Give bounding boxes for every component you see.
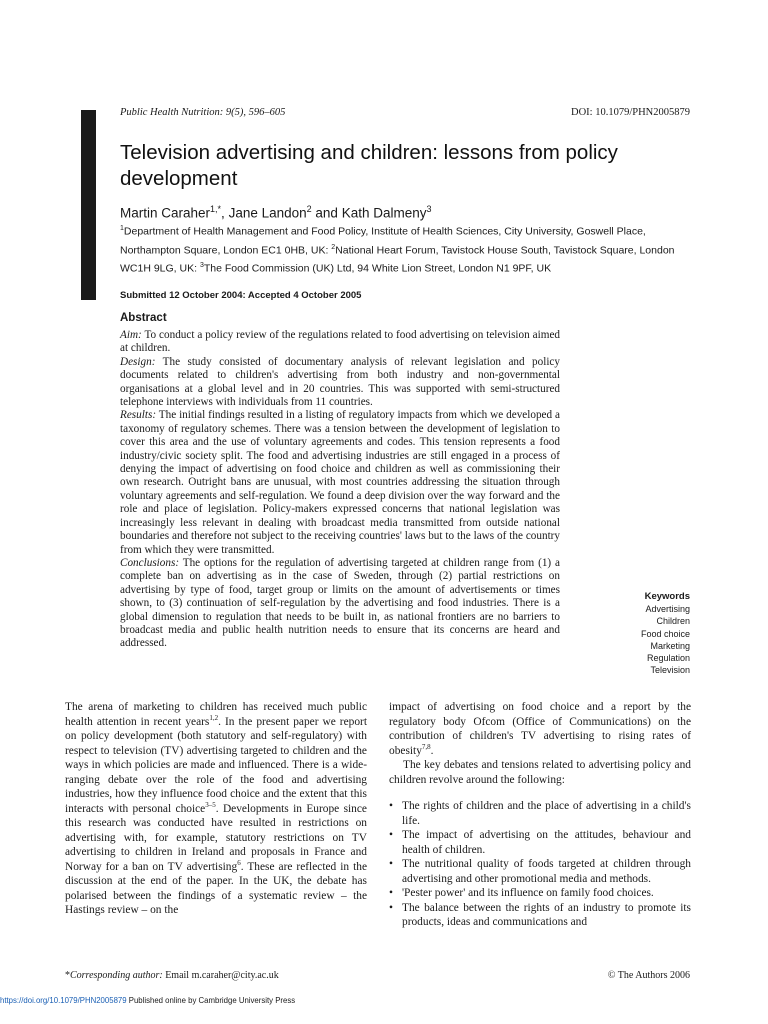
- reference-citation[interactable]: 1,2: [209, 713, 219, 722]
- list-item: [389, 799, 691, 828]
- published-online-text: Published online by Cambridge University Press: [126, 996, 296, 1005]
- list-item-text: The nutritional quality of foods targeted at children through advertising and other promotional media and methods.: [402, 858, 691, 885]
- doi-link[interactable]: https://doi.org/10.1079/PHN2005879: [0, 996, 127, 1005]
- corresponding-author-footnote: [65, 970, 279, 981]
- keyword-item: Advertising: [645, 604, 690, 615]
- bullet-icon: •: [389, 858, 393, 870]
- list-item: [389, 857, 691, 886]
- author-affiliation-marker: 3: [426, 204, 432, 214]
- article-title: Television advertising and children: lessons from policy development: [120, 141, 618, 190]
- list-item: [389, 886, 691, 901]
- list-item: [389, 828, 691, 857]
- bullet-list: [389, 799, 691, 930]
- footnote-marker: *: [65, 970, 70, 981]
- abstract-text: The options for the regulation of advertising targeted at children range from (1) a complete ban on advertising as in the case of Sweden, through (2) partial restrictions on advertising by type of food, target group or limits on the amount of advertisements or times shown, to (3) continuation of self-regulation by the advertising and food industries. There is a global dimension to regulation that needs to be built in, as national frontiers are no barriers to broadcast media and public health nutrition needs to ensure that its concerns are heard and addressed.: [120, 556, 560, 650]
- keyword-item: Food choice: [640, 628, 690, 639]
- body-text: . These are reflected in the discussion at the end of the paper. In the UK, the debate has polarised between the findings of a systematic review – the Hastings review – on the: [65, 860, 368, 916]
- author-name[interactable]: Martin Caraher: [120, 205, 211, 221]
- bullet-icon: •: [389, 901, 393, 914]
- footnote-label: Corresponding author:: [70, 970, 163, 981]
- list-item: [389, 901, 691, 930]
- keywords-box: [641, 591, 690, 676]
- body-text: The arena of marketing to children has received much public health attention in recent years: [65, 701, 367, 728]
- abstract-body: [120, 329, 560, 651]
- abstract-text: To conduct a policy review of the regulations related to food advertising on television aimed at children.: [120, 329, 560, 355]
- body-column-left: [65, 700, 367, 918]
- body-text: .: [430, 744, 434, 757]
- keyword-item: Regulation: [646, 653, 690, 664]
- author-affiliation-marker: 1,*: [210, 204, 222, 214]
- reference-citation[interactable]: 3–5: [205, 800, 216, 809]
- affiliations: [120, 221, 690, 277]
- keyword-item: Television: [650, 665, 690, 676]
- bullet-icon: •: [389, 800, 393, 812]
- list-item-text: The impact of advertising on the attitudes, behaviour and health of children.: [402, 829, 691, 856]
- submission-dates: Submitted 12 October 2004: Accepted 4 October 2005: [120, 290, 362, 301]
- affiliation-text: The Food Commission (UK) Ltd, 94 White Lion Street, London N1 9PF, UK: [203, 262, 552, 275]
- author-separator: and: [311, 205, 342, 221]
- author-name[interactable]: Jane Landon: [228, 205, 307, 221]
- abstract-conclusions: [120, 557, 560, 651]
- body-paragraph: The key debates and tensions related to advertising policy and children revolve around the following:: [389, 759, 691, 786]
- journal-citation: Public Health Nutrition: 9(5), 596–605: [120, 107, 286, 118]
- abstract-label: Results:: [120, 409, 157, 422]
- bullet-icon: •: [389, 829, 393, 841]
- abstract-text: The study consisted of documentary analysis of relevant legislation and policy documents related to children's advertising from both industry and non-governmental organisations at a global level and in 20 countries. This was supported with semi-structured telephone interviews with individuals from 11 countries.: [120, 355, 560, 409]
- list-item-text: The balance between the rights of an industry to promote its products, ideas and communications and: [402, 901, 691, 928]
- footnote-email[interactable]: Email m.caraher@city.ac.uk: [162, 970, 279, 981]
- list-item-text: The rights of children and the place of advertising in a child's life.: [402, 800, 691, 827]
- copyright-notice: © The Authors 2006: [607, 970, 690, 981]
- affiliation-marker: 2: [331, 243, 336, 251]
- affiliation-text: Department of Health Management and Food Policy, Institute of Health Sciences, City University, Goswell Place, Northampton Square, London EC1 0HB, UK:: [120, 225, 646, 256]
- author-affiliation-marker: 2: [306, 204, 312, 214]
- body-text: . In the present paper we report on policy development (both statutory and self-regulatory) with respect to television (TV) advertising targeted to children and the ways in which policies are made and influenced. There is a wide-ranging debate over the role of the food and advertising industries, how they influence food choice and the extent that this interacts with personal choice: [65, 715, 367, 815]
- abstract-label: Aim:: [120, 329, 142, 341]
- list-item-text: 'Pester power' and its influence on family food choices.: [402, 887, 654, 899]
- publication-footer: [0, 996, 295, 1005]
- affiliation-text: National Heart Forum, Tavistock House South, Tavistock Square, London WC1H 9LG, UK:: [120, 244, 675, 275]
- abstract-design: [120, 356, 560, 410]
- author-list: [120, 204, 432, 221]
- author-name[interactable]: Kath Dalmeny: [341, 205, 427, 221]
- abstract-aim: [120, 329, 560, 356]
- author-separator: ,: [221, 205, 229, 221]
- affiliation-marker: 1: [120, 225, 124, 232]
- keyword-item: Children: [656, 616, 690, 627]
- body-text: impact of advertising on food choice and a report by the regulatory body Ofcom (Office of Communications) on the contribution of children's TV advertising to rising rates of obesity: [389, 701, 691, 757]
- abstract-results: [120, 409, 560, 556]
- keywords-heading: Keywords: [644, 591, 690, 602]
- body-text: . Developments in Europe since this research was conducted have resulted in restrictions on advertising with, for example, statutory restrictions on TV advertising to children in Ireland and proposals in France and Norway for a ban on TV advertising: [65, 802, 367, 873]
- reference-citation[interactable]: 6: [237, 858, 241, 867]
- abstract-label: Conclusions:: [120, 556, 180, 569]
- abstract-heading: Abstract: [120, 312, 167, 324]
- decorative-sidebar-bar: [81, 110, 96, 300]
- bullet-icon: •: [389, 887, 393, 899]
- abstract-text: The initial findings resulted in a listing of regulatory impacts from which we developed a taxonomy of regulatory schemes. There was a tension between the development of legislation to cover this area and the use of voluntary agreements and codes. This tension represents a food industry/civic society split. The food and advertising industries are still engaged in a process of denying the impact of advertising on food choice and children as well as commissioning their own research. Outright bans are unusual, with most countries addressing the situation through voluntary agreements and self-regulation. We found a deep division over the way forward and the role and place of legislation. Policy-makers expressed concerns that national legislation was increasingly less relevant in dealing with broadcast media transmitted from outside national boundaries and therefore not subject to the receiving countries' laws but to the laws of the country from which they were transmitted.: [120, 409, 560, 556]
- reference-citation[interactable]: 7,8: [421, 742, 431, 751]
- keyword-item: Marketing: [650, 640, 690, 651]
- body-paragraph: [389, 700, 691, 758]
- abstract-label: Design:: [120, 355, 156, 368]
- header-doi: DOI: 10.1079/PHN2005879: [570, 107, 690, 118]
- body-column-right: [389, 700, 691, 930]
- body-paragraph: [65, 700, 367, 918]
- affiliation-marker: 3: [199, 262, 204, 269]
